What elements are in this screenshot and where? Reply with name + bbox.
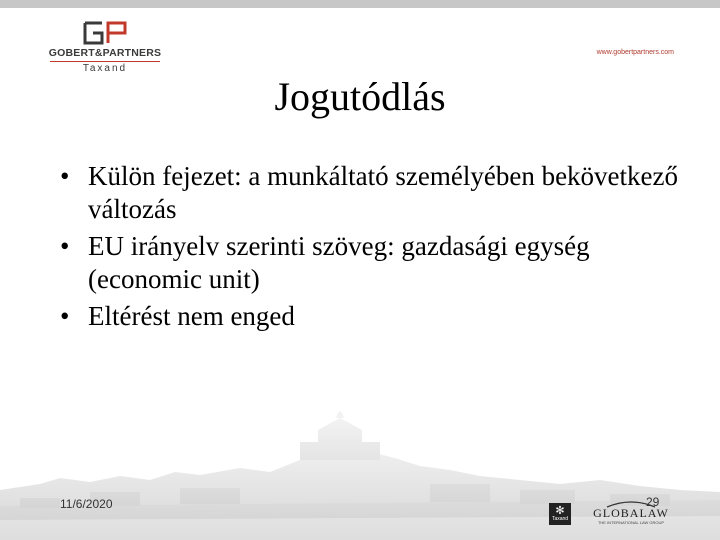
bullet-item [58,160,698,226]
gp-logo-mark-icon [82,20,128,46]
logo-divider [50,61,160,62]
bullet-text: EU irányelv szerinti szöveg: gazdasági egység (economic unit) [88,230,590,294]
company-logo-subtitle: Taxand [82,63,128,74]
bullet-list [58,160,698,337]
top-bar [0,0,720,8]
bullet-marker: • [60,300,70,331]
company-logo-name: GOBERT&PARTNERS [48,47,162,59]
footer-date: 11/6/2020 [60,497,113,511]
page-number: 29 [646,495,660,509]
bullet-marker: • [60,230,70,261]
globalaw-wordmark: GLOBALAW [593,506,669,520]
bullet-text: Eltérést nem enged [88,300,295,331]
bullet-item [58,300,698,333]
website-url[interactable]: www.gobertpartners.com [596,49,674,56]
bullet-marker: • [60,161,70,191]
bullet-text: Külön fejezet: a munkáltató személyében bekövetkező változás [88,161,679,224]
taxand-badge-label: Taxand [551,516,569,522]
globalaw-tagline: THE INTERNATIONAL LAW GROUP [597,520,665,525]
slide-title: Jogutódlás [274,74,446,119]
asterisk-icon: ✻ [555,504,565,517]
globalaw-logo [585,500,677,528]
bullet-item [58,230,698,296]
taxand-badge-logo [549,503,571,525]
company-logo [40,16,170,74]
